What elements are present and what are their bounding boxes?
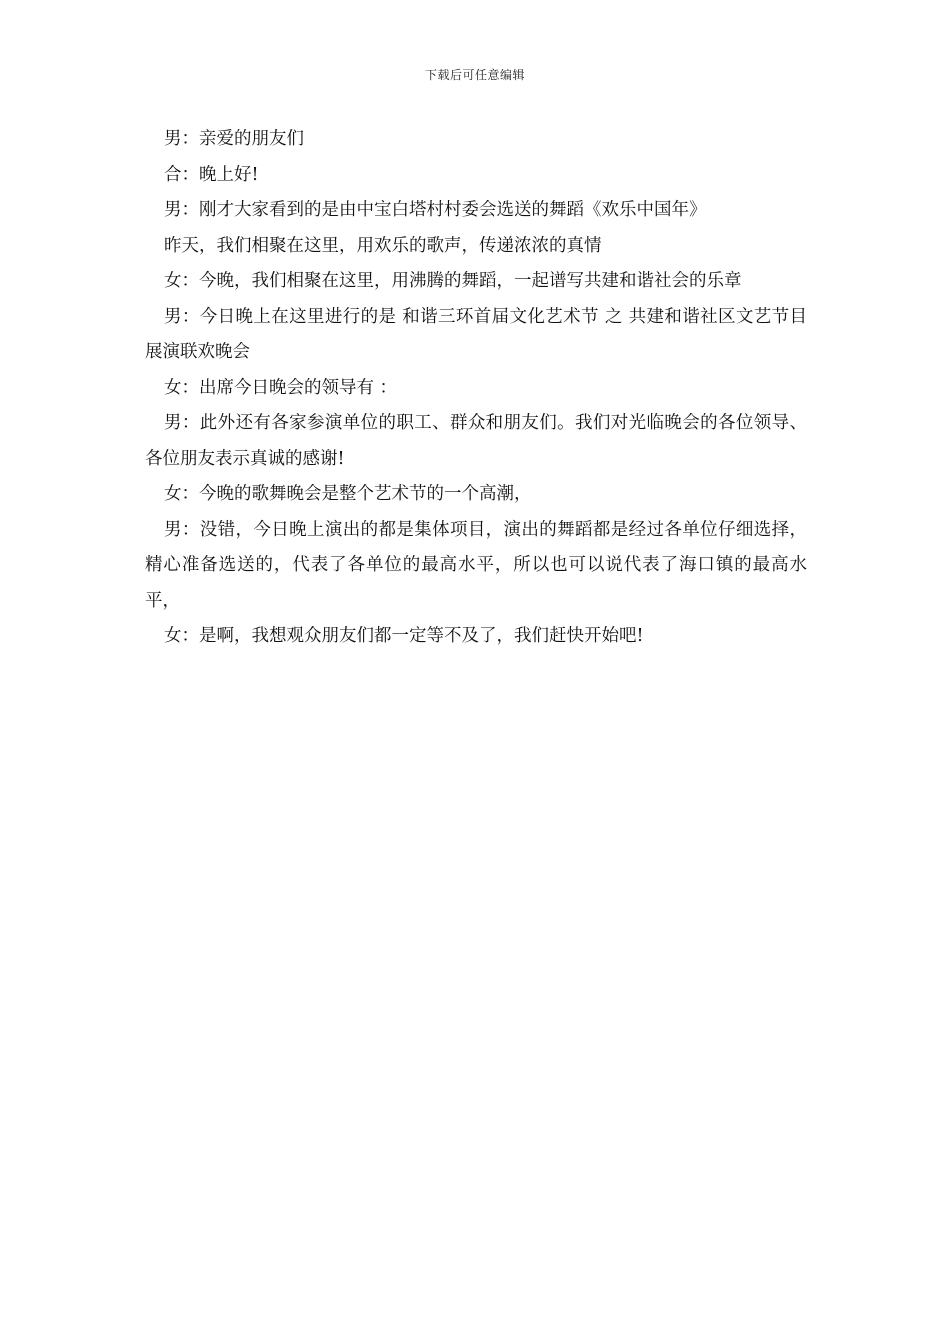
paragraph-start: 女：是啊，我想观众朋友们都一定等不及了，我们赶快开始吧! (164, 626, 644, 646)
paragraph-event-title: 男：今日晚上在这里进行的是 和谐三环首届文化艺术节 之 共建和谐社区文艺节目展演联欢晚会 (145, 306, 807, 362)
paragraph-tonight: 女：今晚，我们相聚在这里，用沸腾的舞蹈，一起谱写共建和谐社会的乐章 (164, 271, 742, 291)
page-header: 下载后可任意编辑 (424, 68, 525, 82)
paragraph-greeting-male: 男：亲爱的朋友们 (164, 129, 304, 149)
document-body (145, 122, 807, 655)
paragraph-greeting-together: 合：晚上好! (164, 164, 259, 185)
paragraph-dance-intro: 男：刚才大家看到的是由中宝白塔村村委会选送的舞蹈《欢乐中国年》 (164, 200, 707, 220)
paragraph-climax: 女：今晚的歌舞晚会是整个艺术节的一个高潮， (164, 484, 532, 504)
paragraph-performances: 男：没错，今日晚上演出的都是集体项目，演出的舞蹈都是经过各单位仔细选择，精心准备选送的，代表了各单位的最高水平，所以也可以说代表了海口镇的最高水平， (145, 519, 807, 611)
paragraph-leaders: 女：出席今日晚会的领导有 ： (164, 377, 398, 398)
paragraph-thanks: 男：此外还有各家参演单位的职工、群众和朋友们。我们对光临晚会的各位领导、各位朋友表示真诚的感谢! (145, 413, 807, 469)
paragraph-yesterday: 昨天，我们相聚在这里，用欢乐的歌声，传递浓浓的真情 (164, 235, 602, 256)
